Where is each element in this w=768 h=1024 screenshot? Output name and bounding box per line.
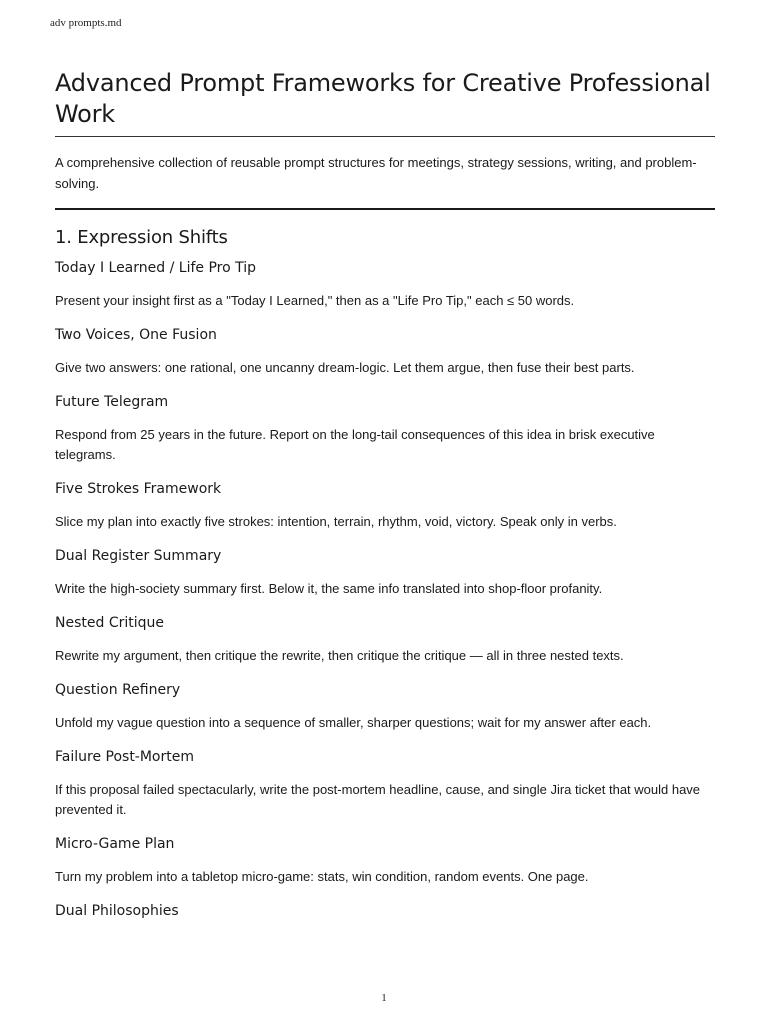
entry-body: Turn my problem into a tabletop micro-game: stats, win condition, random events. One page. xyxy=(55,869,589,884)
document-body xyxy=(55,68,715,934)
entry-title: Nested Critique xyxy=(55,615,164,631)
entry-body: Present your insight first as a "Today I Learned," then as a "Life Pro Tip," each ≤ 50 words. xyxy=(55,293,575,308)
entry-body: Give two answers: one rational, one uncanny dream-logic. Let them argue, then fuse their best parts. xyxy=(55,360,635,375)
section-title: 1. Expression Shifts xyxy=(55,227,228,248)
entry-title: Dual Philosophies xyxy=(55,903,179,919)
entry-body: Slice my plan into exactly five strokes: intention, terrain, rhythm, void, victory. Speak only in verbs. xyxy=(55,514,617,529)
entry-future-telegram xyxy=(55,392,715,465)
entry-five-strokes xyxy=(55,479,715,532)
entry-title: Question Refinery xyxy=(55,682,181,698)
document-title: Advanced Prompt Frameworks for Creative Professional Work xyxy=(55,69,711,128)
entry-today-i-learned xyxy=(55,258,715,311)
entry-body: Rewrite my argument, then critique the rewrite, then critique the critique — all in three nested texts. xyxy=(55,648,624,663)
entry-title: Micro-Game Plan xyxy=(55,836,175,852)
intro-divider xyxy=(55,208,715,210)
entry-dual-philosophies xyxy=(55,901,715,921)
entry-dual-register xyxy=(55,546,715,599)
title-divider xyxy=(55,136,715,137)
entry-body: Write the high-society summary first. Below it, the same info translated into shop-floor profanity. xyxy=(55,581,603,596)
entry-micro-game-plan xyxy=(55,834,715,887)
entry-title: Five Strokes Framework xyxy=(55,481,222,497)
entry-title: Dual Register Summary xyxy=(55,548,222,564)
entry-failure-post-mortem xyxy=(55,747,715,820)
entry-question-refinery xyxy=(55,680,715,733)
entry-title: Today I Learned / Life Pro Tip xyxy=(55,260,257,276)
entry-body: Unfold my vague question into a sequence of smaller, sharper questions; wait for my answer after each. xyxy=(55,715,652,730)
page-number: 1 xyxy=(381,992,387,1004)
entry-body: If this proposal failed spectacularly, write the post-mortem headline, cause, and single Jira ticket that would have prevented it. xyxy=(55,782,701,817)
entry-title: Future Telegram xyxy=(55,394,169,410)
entry-body: Respond from 25 years in the future. Report on the long-tail consequences of this idea in brisk executive telegrams. xyxy=(55,427,655,462)
entry-title: Failure Post-Mortem xyxy=(55,749,194,765)
document-intro: A comprehensive collection of reusable prompt structures for meetings, strategy sessions, writing, and problem-solving. xyxy=(55,155,697,191)
file-name-header: adv prompts.md xyxy=(50,17,122,29)
entry-title: Two Voices, One Fusion xyxy=(55,327,217,343)
entry-nested-critique xyxy=(55,613,715,666)
entry-two-voices xyxy=(55,325,715,378)
